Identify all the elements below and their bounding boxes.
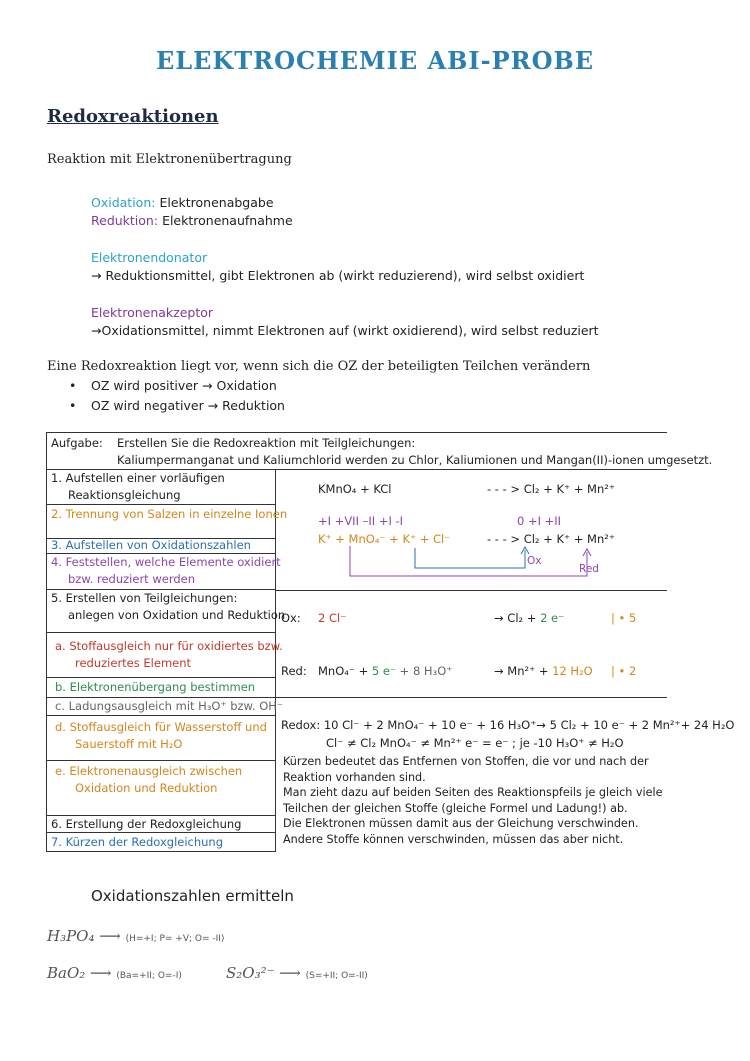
step-e-line-1: e. Elektronenausgleich zwischen: [55, 764, 243, 778]
red-left-reactant: MnO₄⁻ +: [318, 664, 372, 678]
kuerzen-text: [283, 754, 663, 847]
oxidation-label: Oxidation:: [91, 195, 156, 210]
task-label: Aufgabe:: [51, 436, 103, 450]
step-d: [55, 719, 267, 753]
step-1-line-2: Reaktionsgleichung: [68, 488, 181, 502]
red-left-h3o: + 8 H₃O⁺: [396, 664, 453, 678]
step-4-line-1: 4. Feststellen, welche Elemente oxidiert: [51, 555, 281, 569]
ox-factor: | • 5: [611, 611, 637, 625]
eq2-left: K⁺ + MnO₄⁻ + K⁺ + Cl⁻: [318, 532, 451, 546]
oz-heading: Oxidationszahlen ermitteln: [91, 887, 294, 905]
donator-label: Elektronendonator: [91, 250, 208, 265]
page-title: ELEKTROCHEMIE ABI-PROBE: [155, 46, 595, 75]
red-left: [318, 664, 452, 678]
step-a-line-1: a. Stoffausgleich nur für oxidiertes bzw.: [55, 639, 283, 653]
step-a-line-2: reduziertes Element: [75, 656, 192, 670]
step-3: 3. Aufstellen von Oxidationszahlen: [51, 538, 251, 552]
step-e-line-2: Oxidation und Reduktion: [75, 781, 218, 795]
reduktion-text: Elektronenaufnahme: [162, 213, 293, 228]
formula-h3po4-note: (H=+I; P= +V; O= -II): [125, 934, 225, 944]
reduktion-line: [91, 213, 293, 228]
kuerzen-line: Andere Stoffe können verschwinden, müssen das aber nicht.: [283, 832, 624, 846]
step-a: [55, 638, 283, 672]
step-5: [51, 590, 285, 624]
step-6: 6. Erstellung der Redoxgleichung: [51, 817, 242, 831]
formula-h3po4: [47, 927, 224, 945]
donator-text: → Reduktionsmittel, gibt Elektronen ab (wirkt reduzierend), wird selbst oxidiert: [91, 268, 585, 283]
step-b: b. Elektronenübergang bestimmen: [55, 680, 256, 694]
formula-bao2-note: (Ba=+II; O=-I): [116, 971, 182, 981]
formula-h3po4-text: H₃PO₄ ⟶: [47, 927, 121, 945]
reduktion-label: Reduktion:: [91, 213, 159, 228]
akzeptor-label: Elektronenakzeptor: [91, 305, 214, 320]
step-2: 2. Trennung von Salzen in einzelne Ionen: [51, 507, 288, 521]
eq1-right: - - - > Cl₂ + K⁺ + Mn²⁺: [487, 482, 615, 496]
ox-red-connector: [340, 546, 610, 586]
step-5-line-1: 5. Erstellen von Teilgleichungen:: [51, 591, 238, 605]
red-right-water: 12 H₂O: [552, 664, 593, 678]
red-row-label: Red:: [281, 664, 307, 678]
ox-right-product: → Cl₂ +: [494, 611, 541, 625]
red-left-electrons: 5 e⁻: [371, 664, 397, 678]
oxidation-line: [91, 195, 274, 210]
formula-bao2: [47, 964, 182, 982]
ox-row-label: Ox:: [281, 611, 301, 625]
step-1: [51, 470, 225, 504]
red-right: [494, 664, 593, 678]
formula-s2o3-text: S₂O₃²⁻ ⟶: [226, 964, 301, 982]
kuerzen-line: Reaktion vorhanden sind.: [283, 770, 426, 784]
kuerzen-line: Kürzen bedeutet das Entfernen von Stoffen, die vor und nach der: [283, 755, 649, 768]
kuerzen-line: Die Elektronen müssen damit aus der Gleichung verschwinden.: [283, 817, 639, 830]
task-line-1: Erstellen Sie die Redoxreaktion mit Teilgleichungen:: [117, 436, 416, 450]
formula-bao2-text: BaO₂ ⟶: [47, 964, 112, 982]
red-right-product: → Mn²⁺ +: [494, 664, 553, 678]
red-label: Red: [579, 563, 599, 575]
redox-notes: Cl⁻ ≠ Cl₂ MnO₄⁻ ≠ Mn²⁺ e⁻ = e⁻ ; je -10 H₃O⁺ ≠ H₂O: [326, 736, 624, 750]
redox-equation: Redox: 10 Cl⁻ + 2 MnO₄⁻ + 10 e⁻ + 16 H₃O⁺→ 5 Cl₂ + 10 e⁻ + 2 Mn²⁺+ 24 H₂O: [281, 718, 735, 732]
ox-left: 2 Cl⁻: [318, 611, 347, 625]
intro-text: Reaktion mit Elektronenübertragung: [47, 152, 292, 167]
red-factor: | • 2: [611, 664, 637, 678]
eq2-right: - - - > Cl₂ + K⁺ + Mn²⁺: [487, 532, 615, 546]
eq1-left: KMnO₄ + KCl: [318, 482, 392, 496]
step-c: c. Ladungsausgleich mit H₃O⁺ bzw. OH⁻: [55, 699, 283, 713]
step-1-line-1: 1. Aufstellen einer vorläufigen: [51, 471, 225, 485]
oxidation-text: Elektronenabgabe: [159, 195, 274, 210]
redox-sentence: Eine Redoxreaktion liegt vor, wenn sich die OZ der beteiligten Teilchen verändern: [47, 359, 591, 374]
step-4: [51, 554, 281, 588]
step-e: [55, 763, 242, 797]
ox-label: Ox: [527, 555, 542, 567]
ox-right: [494, 611, 564, 625]
oz-left: +I +VII –II +I -I: [318, 514, 404, 528]
step-5-line-2: anlegen von Oxidation und Reduktion: [68, 608, 286, 622]
bullet-item: • OZ wird positiver → Oxidation: [91, 378, 277, 393]
step-d-line-2: Sauerstoff mit H₂O: [75, 737, 183, 751]
kuerzen-line: Teilchen der gleichen Stoffe (gleiche Formel und Ladung!) ab.: [283, 801, 628, 815]
section-heading: Redoxreaktionen: [47, 106, 219, 127]
step-4-line-2: bzw. reduziert werden: [68, 572, 196, 586]
step-d-line-1: d. Stoffausgleich für Wasserstoff und: [55, 720, 267, 734]
akzeptor-text: →Oxidationsmittel, nimmt Elektronen auf (wirkt oxidierend), wird selbst reduziert: [91, 323, 599, 338]
step-7: 7. Kürzen der Redoxgleichung: [51, 835, 224, 849]
kuerzen-line: Man zieht dazu auf beiden Seiten des Reaktionspfeils je gleich viele: [283, 786, 663, 799]
task-line-2: Kaliumpermanganat und Kaliumchlorid werden zu Chlor, Kaliumionen und Mangan(II)-ionen umgesetzt.: [117, 453, 713, 467]
oz-right: 0 +I +II: [517, 514, 562, 528]
formula-s2o3: [226, 964, 368, 982]
ox-right-electrons: 2 e⁻: [540, 611, 565, 625]
formula-s2o3-note: (S=+II; O=-II): [305, 971, 368, 981]
bullet-item: • OZ wird negativer → Reduktion: [91, 398, 285, 413]
